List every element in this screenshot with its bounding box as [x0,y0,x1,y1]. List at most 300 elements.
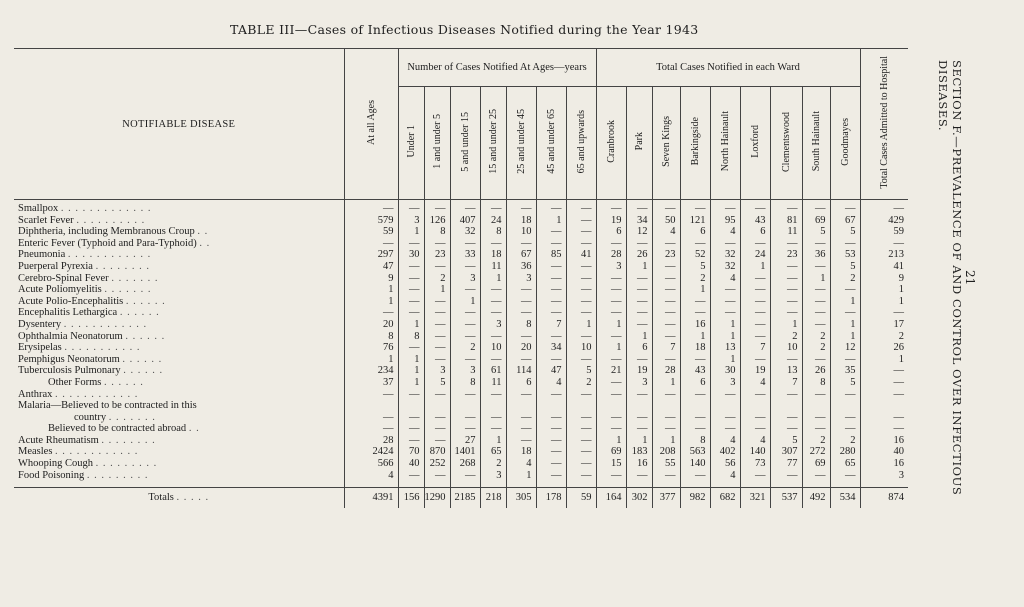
table-cell: — [710,284,740,296]
table-cell: 429 [860,215,908,227]
table-cell: — [566,215,596,227]
table-cell: 8 [802,377,830,389]
table-cell: — [424,470,450,482]
table-row [14,307,908,319]
table-cell: — [626,354,652,366]
table-cell: 1 [398,377,424,389]
table-cell [710,400,740,412]
table-cell: 20 [344,319,398,331]
section-heading: SECTION F.—PREVALENCE OF AND CONTROL OVER INFECTIOUS DISEASES. [936,60,964,496]
table-cell: — [652,273,680,285]
table-cell: 16 [626,458,652,470]
table-cell: 40 [860,446,908,458]
ward-header: Park [626,87,652,200]
table-cell: 2 [860,331,908,343]
table-row [14,458,908,470]
table-cell: 1 [398,226,424,238]
disease-name: Other Forms . . . . . . [48,376,144,388]
table-cell: — [596,377,626,389]
table-cell: — [680,412,710,424]
table-cell: 1 [860,354,908,366]
table-cell: — [770,238,802,250]
table-cell: 15 [596,458,626,470]
table-cell: 1 [506,470,536,482]
table-cell: — [566,354,596,366]
table-cell: 5 [802,226,830,238]
table-cell: — [830,238,860,250]
table-row [14,296,908,308]
ward-header: South Hainault [802,87,830,200]
table-cell: — [652,470,680,482]
table-cell: 95 [710,215,740,227]
all-ages-header: At all Ages [344,49,398,200]
table-cell: — [596,284,626,296]
table-cell: — [344,412,398,424]
table-cell: — [710,423,740,435]
table-cell: 1 [480,273,506,285]
table-cell: 69 [802,215,830,227]
table-cell: — [536,354,566,366]
table-cell: 8 [398,331,424,343]
table-cell: 252 [424,458,450,470]
table-cell [566,400,596,412]
table-cell: — [626,307,652,319]
table-row [14,412,908,424]
table-cell: — [652,354,680,366]
ward-group-header: Total Cases Notified in each Ward [596,49,860,87]
table-cell: — [536,446,566,458]
total-cell: 534 [830,488,860,509]
table-cell: 5 [830,377,860,389]
age-header: 25 and under 45 [506,87,536,200]
table-cell: — [626,200,652,215]
table-cell: — [506,412,536,424]
table-cell: — [480,200,506,215]
table-cell: — [652,319,680,331]
table-cell: — [450,423,480,435]
table-cell: — [770,284,802,296]
table-cell: — [652,200,680,215]
table-cell: — [344,200,398,215]
disease-name: Diphtheria, including Membranous Croup . . [18,226,209,238]
table-cell: 1 [652,435,680,447]
table-cell: 40 [398,458,424,470]
disease-name: Acute Polio-Encephalitis . . . . . . [18,295,166,307]
total-cell: 305 [506,488,536,509]
table-cell: — [480,412,506,424]
table-cell: 28 [652,365,680,377]
table-cell: — [398,412,424,424]
table-cell: — [450,354,480,366]
table-cell: 3 [480,470,506,482]
table-cell: — [398,284,424,296]
table-row [14,261,908,273]
table-cell: — [740,423,770,435]
table-cell: — [680,470,710,482]
table-cell: — [802,389,830,401]
table-cell: 18 [506,446,536,458]
total-cell: 59 [566,488,596,509]
table-cell: 55 [652,458,680,470]
table-cell: 50 [652,215,680,227]
table-cell: — [802,319,830,331]
table-cell: — [770,261,802,273]
table-cell: — [480,238,506,250]
table-cell: 1 [770,319,802,331]
table-cell: 65 [480,446,506,458]
table-cell: 234 [344,365,398,377]
table-cell: — [652,238,680,250]
table-cell: 1 [830,296,860,308]
disease-name: Pemphigus Neonatorum . . . . . . [18,353,163,365]
table-cell: — [596,273,626,285]
table-cell: 4 [536,377,566,389]
table-cell: — [802,284,830,296]
table-cell: — [740,389,770,401]
table-cell [802,400,830,412]
table-cell: — [802,470,830,482]
table-cell: 1 [398,365,424,377]
table-cell: — [480,354,506,366]
table-cell: 70 [398,446,424,458]
table-cell: 5 [770,435,802,447]
table-cell: 12 [626,226,652,238]
table-cell: 1 [398,319,424,331]
table-cell: 2424 [344,446,398,458]
table-cell: — [480,307,506,319]
table-cell: — [450,307,480,319]
table-cell: — [536,470,566,482]
table-cell: — [740,470,770,482]
table-cell: 1 [596,435,626,447]
table-cell: — [830,284,860,296]
table-cell: — [566,412,596,424]
table-cell: 1 [652,377,680,389]
table-cell: 24 [740,249,770,261]
table-row [14,249,908,261]
table-cell: — [710,200,740,215]
table-cell: 13 [710,342,740,354]
table-cell: — [450,200,480,215]
total-cell: 874 [860,488,908,509]
table-cell: 67 [506,249,536,261]
table-cell: — [398,307,424,319]
table-cell: 121 [680,215,710,227]
table-cell: — [566,331,596,343]
table-cell: — [680,423,710,435]
table-cell: — [450,412,480,424]
table-cell: 8 [344,331,398,343]
table-cell: — [626,238,652,250]
table-cell: 28 [596,249,626,261]
table-cell: 26 [626,249,652,261]
table-cell: 35 [830,365,860,377]
table-cell: 47 [536,365,566,377]
table-cell: 36 [802,249,830,261]
table-cell: — [450,470,480,482]
table-cell: 1 [830,331,860,343]
table-cell: — [536,307,566,319]
total-cell: 302 [626,488,652,509]
table-cell: — [506,238,536,250]
table-cell: 19 [626,365,652,377]
table-cell: — [770,470,802,482]
table-cell: 41 [566,249,596,261]
table-cell: 1 [710,331,740,343]
total-cell: 1290 [424,488,450,509]
age-header: 65 and upwards [566,87,596,200]
table-cell: — [450,238,480,250]
table-cell: — [480,296,506,308]
table-cell: 2 [802,435,830,447]
table-cell: 33 [450,249,480,261]
table-cell: 4 [710,273,740,285]
table-cell: — [830,200,860,215]
table-cell [740,400,770,412]
total-cell: 537 [770,488,802,509]
table-cell: — [344,423,398,435]
table-cell: — [596,296,626,308]
table-cell [830,400,860,412]
table-cell: 28 [344,435,398,447]
table-cell: — [450,284,480,296]
hospital-header: Total Cases Admitted to Hospital [860,49,908,200]
table-cell: — [344,389,398,401]
table-cell: — [566,307,596,319]
table-cell: 37 [344,377,398,389]
table-cell: — [398,261,424,273]
table-cell: — [740,284,770,296]
table-cell: 566 [344,458,398,470]
table-cell: — [860,238,908,250]
table-cell: 870 [424,446,450,458]
table-cell: 1 [536,215,566,227]
table-cell: 43 [680,365,710,377]
table-cell: — [536,435,566,447]
table-cell: 47 [344,261,398,273]
table-cell [770,400,802,412]
table-cell: 23 [770,249,802,261]
table-cell: 2 [770,331,802,343]
disease-name: country . . . . . . . [74,411,156,423]
total-cell: 164 [596,488,626,509]
table-cell: — [710,296,740,308]
table-cell: — [596,331,626,343]
table-cell: — [680,200,710,215]
table-row [14,200,908,215]
table-cell: — [424,412,450,424]
totals-label: Totals . . . . . [14,488,344,509]
table-cell: — [398,423,424,435]
table-row [14,319,908,331]
disease-name: Food Poisoning . . . . . . . . . [18,469,149,481]
ages-group-header: Number of Cases Notified At Ages—years [398,49,596,87]
table-cell: — [802,238,830,250]
table-cell: 17 [860,319,908,331]
disease-name: Measles . . . . . . . . . . . . [18,446,139,458]
table-cell: — [566,238,596,250]
table-cell: 1401 [450,446,480,458]
table-cell: 1 [626,331,652,343]
infectious-diseases-table [14,48,908,508]
table-cell: 1 [680,284,710,296]
table-row [14,238,908,250]
total-cell: 492 [802,488,830,509]
table-cell: 69 [596,446,626,458]
table-cell: 280 [830,446,860,458]
table-row [14,284,908,296]
table-cell: 11 [770,226,802,238]
disease-name: Encephalitis Lethargica . . . . . . [18,307,160,319]
table-cell: 1 [710,354,740,366]
table-row [14,354,908,366]
table-cell [344,400,398,412]
table-cell: — [566,423,596,435]
table-cell: — [770,354,802,366]
table-cell: — [652,423,680,435]
table-cell: — [652,284,680,296]
table-row [14,389,908,401]
table-cell: 36 [506,261,536,273]
table-cell: — [770,296,802,308]
table-cell: — [450,331,480,343]
table-cell: 7 [652,342,680,354]
table-cell: — [424,389,450,401]
table-cell: 53 [830,249,860,261]
age-header: 5 and under 15 [450,87,480,200]
table-cell: 61 [480,365,506,377]
age-header: 45 and under 65 [536,87,566,200]
disease-name: Puerperal Pyrexia . . . . . . . . [18,260,150,272]
table-row [14,400,908,412]
table-cell: 2 [680,273,710,285]
table-cell: — [536,423,566,435]
table-cell: — [830,307,860,319]
table-cell: 6 [626,342,652,354]
table-cell: — [626,470,652,482]
table-cell: — [424,342,450,354]
table-cell: 407 [450,215,480,227]
ward-header: Cranbrook [596,87,626,200]
table-cell: 9 [860,273,908,285]
table-cell: 5 [830,226,860,238]
table-cell: 65 [830,458,860,470]
table-cell: — [626,273,652,285]
table-cell: 2 [424,273,450,285]
table-cell: 1 [566,319,596,331]
table-cell: 1 [344,354,398,366]
disease-name: Acute Poliomyelitis . . . . . . . [18,284,152,296]
table-cell: — [860,389,908,401]
table-cell: — [626,389,652,401]
table-cell: 297 [344,249,398,261]
table-cell: — [626,296,652,308]
table-cell: — [566,200,596,215]
table-cell: 30 [398,249,424,261]
table-cell: — [424,319,450,331]
ward-header: North Hainault [710,87,740,200]
table-cell: — [740,238,770,250]
table-cell: 579 [344,215,398,227]
table-cell: 6 [680,377,710,389]
disease-name: Anthrax . . . . . . . . . . . . [18,388,139,400]
table-cell: 8 [480,226,506,238]
table-cell: 307 [770,446,802,458]
table-cell: — [506,389,536,401]
table-cell: — [450,389,480,401]
table-cell: 5 [424,377,450,389]
table-cell: 6 [506,377,536,389]
table-cell: — [710,238,740,250]
total-cell: 682 [710,488,740,509]
table-title: TABLE III—Cases of Infectious Diseases Notified during the Year 1943 [230,22,699,37]
table-cell: — [652,296,680,308]
table-cell: — [802,423,830,435]
table-cell: 1 [480,435,506,447]
table-cell: — [398,470,424,482]
table-cell: 52 [680,249,710,261]
table-cell [424,400,450,412]
table-cell: 1 [596,342,626,354]
table-cell: 1 [596,319,626,331]
table-cell: — [424,261,450,273]
table-cell: 402 [710,446,740,458]
table-cell: — [424,331,450,343]
table-cell: — [424,296,450,308]
total-cell: 178 [536,488,566,509]
table-cell: — [710,307,740,319]
table-cell: 18 [680,342,710,354]
table-cell: 11 [480,377,506,389]
table-cell: — [424,435,450,447]
total-cell: 4391 [344,488,398,509]
table-cell: — [596,354,626,366]
table-cell [506,400,536,412]
table-cell: 32 [710,249,740,261]
table-cell: 9 [344,273,398,285]
table-cell: 4 [740,435,770,447]
table-cell: 3 [450,365,480,377]
disease-name: Whooping Cough . . . . . . . . . [18,458,158,470]
table-row [14,331,908,343]
disease-name: Erysipelas . . . . . . . . . . . [18,342,141,354]
table-cell: 10 [566,342,596,354]
table-cell: 140 [740,446,770,458]
table-cell: 1 [802,273,830,285]
table-row [14,377,908,389]
table-cell: 3 [626,377,652,389]
table-cell: 183 [626,446,652,458]
table-cell: — [566,470,596,482]
table-cell: 24 [480,215,506,227]
table-cell: — [424,200,450,215]
table-cell: 77 [770,458,802,470]
table-cell: 20 [506,342,536,354]
table-cell: 213 [860,249,908,261]
table-cell: 4 [710,226,740,238]
table-cell: — [596,470,626,482]
table-cell: — [680,354,710,366]
ward-header: Loxford [740,87,770,200]
table-cell: — [652,389,680,401]
table-cell: — [740,412,770,424]
table-cell: 5 [830,261,860,273]
table-cell: — [802,354,830,366]
table-cell: 1 [680,331,710,343]
table-cell: 13 [770,365,802,377]
table-cell: 23 [652,249,680,261]
table-cell: 3 [506,273,536,285]
